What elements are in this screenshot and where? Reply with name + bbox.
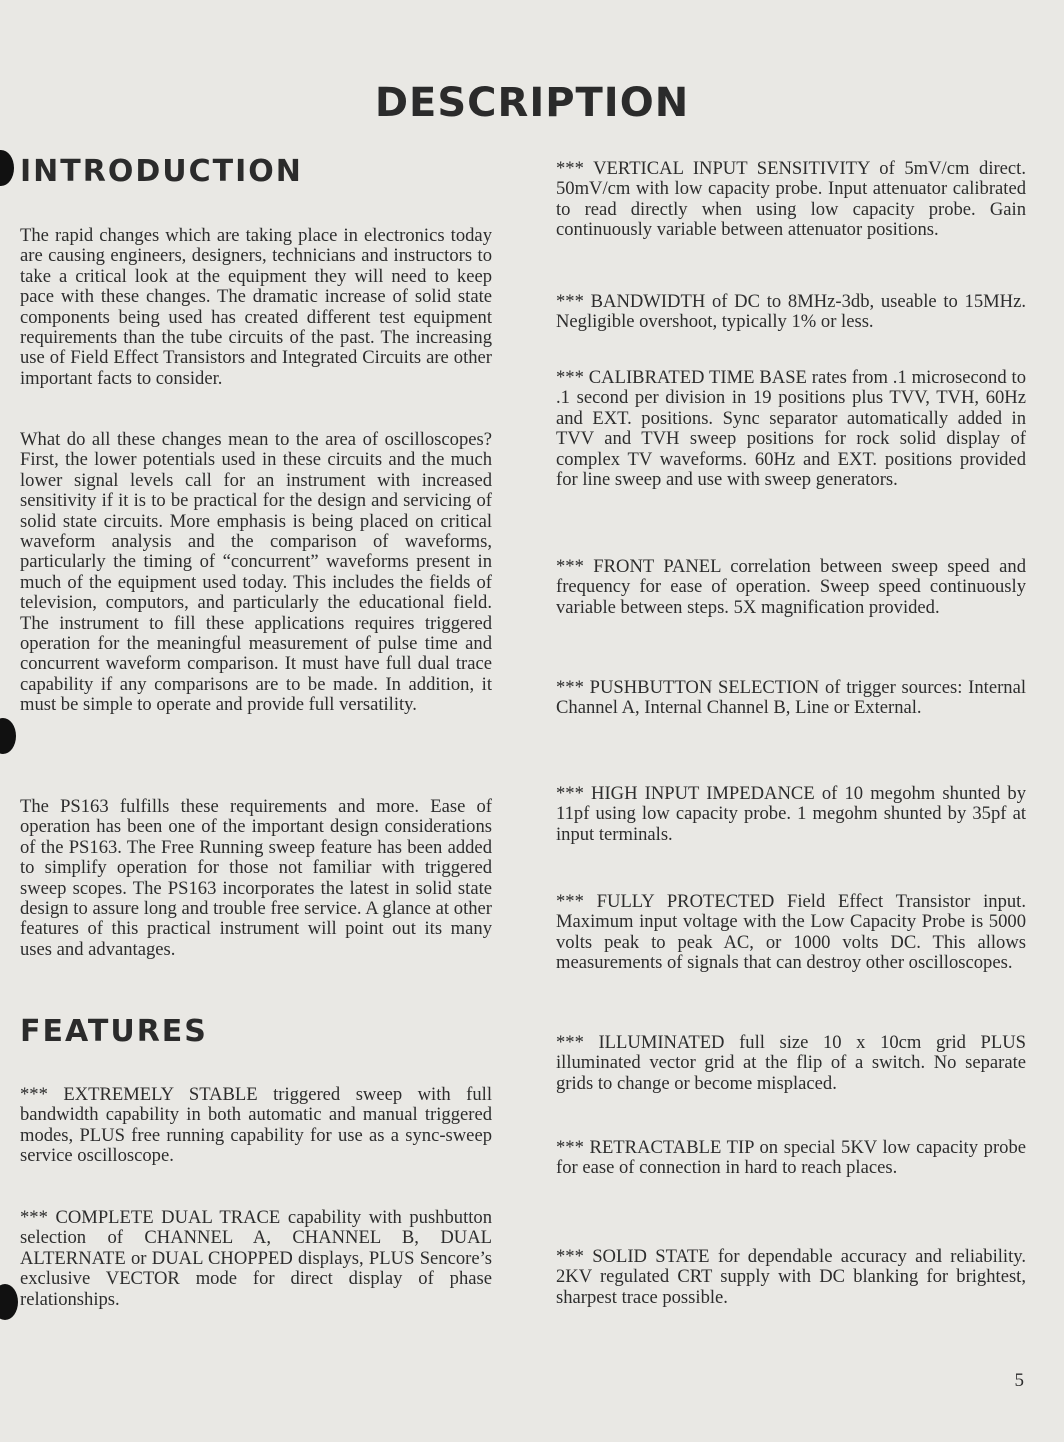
paragraph-text: The rapid changes which are taking place in electronics today are causing engineers, designers, technicians and instructors to take a critical look at the equipment they will need to keep pace with these changes. The dramatic increase of solid state components being used has created different test equipment requirements than the tube circuits of the past. The increasing use of Field Effect Transistors and Integrated Circuits are other important facts to consider. — [20, 225, 492, 389]
feature-text: *** COMPLETE DUAL TRACE capability with pushbutton selection of CHANNEL A, CHANNEL B, DUAL ALTERNATE or DUAL CHOPPED displays, PLUS Sencore’s exclusive VECTOR mode for direct display of phase relationships. — [20, 1207, 492, 1310]
feature-text: *** HIGH INPUT IMPEDANCE of 10 megohm shunted by 11pf using low capacity probe. 1 megohm shunted by 35pf at input terminals. — [556, 783, 1026, 845]
feature-text: *** FRONT PANEL correlation between sweep speed and frequency for ease of operation. Sweep speed continuously variable between steps. 5X magnification provided. — [556, 556, 1026, 618]
page-title: DESCRIPTION — [374, 80, 690, 126]
punch-hole-top — [0, 150, 14, 186]
feature-item — [556, 292, 1026, 333]
feature-text: *** BANDWIDTH of DC to 8MHz-3db, useable to 15MHz. Negligible overshoot, typically 1% or less. — [556, 291, 1026, 333]
feature-item — [556, 368, 1026, 490]
punch-hole-middle — [0, 718, 16, 754]
feature-item — [556, 1138, 1026, 1179]
paragraph-text: The PS163 fulfills these requirements and more. Ease of operation has been one of the important design considerations of the PS163. The Free Running sweep feature has been added to simplify operation for those not familiar with triggered sweep scopes. The PS163 incorporates the latest in solid state design to assure long and trouble free service. A glance at other features of this practical instrument will point out its many uses and advantages. — [20, 796, 492, 960]
introduction-heading: INTRODUCTION — [20, 154, 303, 189]
feature-item — [556, 784, 1026, 845]
feature-item — [556, 892, 1026, 974]
features-heading: FEATURES — [20, 1014, 208, 1049]
page-number: 5 — [1014, 1370, 1024, 1391]
feature-text: *** SOLID STATE for dependable accuracy and reliability. 2KV regulated CRT supply with DC blanking for brightest, sharpest trace possible. — [556, 1246, 1026, 1308]
feature-text: *** RETRACTABLE TIP on special 5KV low capacity probe for ease of connection in hard to reach places. — [556, 1137, 1026, 1179]
feature-text: *** VERTICAL INPUT SENSITIVITY of 5mV/cm direct. 50mV/cm with low capacity probe. Input attenuator calibrated to read directly when using low capacity probe. Gain continuously variable between attenuator positions. — [556, 158, 1026, 241]
punch-hole-bottom — [0, 1284, 18, 1320]
feature-text: *** FULLY PROTECTED Field Effect Transistor input. Maximum input voltage with the Low Capacity Probe is 5000 volts peak to peak AC, or 1000 volts DC. This allows measurements of signals that can destroy other oscilloscopes. — [556, 891, 1026, 974]
feature-item — [556, 1247, 1026, 1308]
feature-text: *** PUSHBUTTON SELECTION of trigger sources: Internal Channel A, Internal Channel B, Line or External. — [556, 677, 1026, 719]
feature-text: *** EXTREMELY STABLE triggered sweep with full bandwidth capability in both automatic and manual triggered modes, PLUS free running capability for use as a sync-sweep service oscilloscope. — [20, 1084, 492, 1167]
feature-item — [20, 1208, 492, 1310]
feature-item — [556, 1033, 1026, 1094]
feature-text: *** CALIBRATED TIME BASE rates from .1 microsecond to .1 second per division in 19 positions plus TVV, TVH, 60Hz and EXT. positions. Sync separator automatically added in TVV and TVH sweep positions for rock solid display of complex TV waveforms. 60Hz and EXT. positions provided for line sweep and use with sweep generators. — [556, 367, 1026, 491]
feature-item — [556, 557, 1026, 618]
feature-text: *** ILLUMINATED full size 10 x 10cm grid PLUS illuminated vector grid at the flip of a switch. No separate grids to change or become misplaced. — [556, 1032, 1026, 1094]
intro-paragraph-1 — [20, 226, 492, 389]
paragraph-text: What do all these changes mean to the area of oscilloscopes? First, the lower potentials used in these circuits and the much lower signal levels call for an instrument with increased sensitivity if it is to be practical for the design and servicing of solid state circuits. More emphasis is being placed on critical waveform analysis and the comparison of waveforms, particularly the timing of “concurrent” waveforms present in much of the equipment used today. This includes the fields of television, computors, and particularly the educational field. The instrument to fill these applications requires triggered operation for the meaningful measurement of pulse time and concurrent waveform comparison. It must have full dual trace capability if any comparisons are to be made. In addition, it must be simple to operate and provide full versatility. — [20, 429, 492, 716]
feature-item — [556, 159, 1026, 241]
intro-paragraph-3 — [20, 797, 492, 960]
intro-paragraph-2 — [20, 430, 492, 716]
feature-item — [556, 678, 1026, 719]
feature-item — [20, 1085, 492, 1167]
